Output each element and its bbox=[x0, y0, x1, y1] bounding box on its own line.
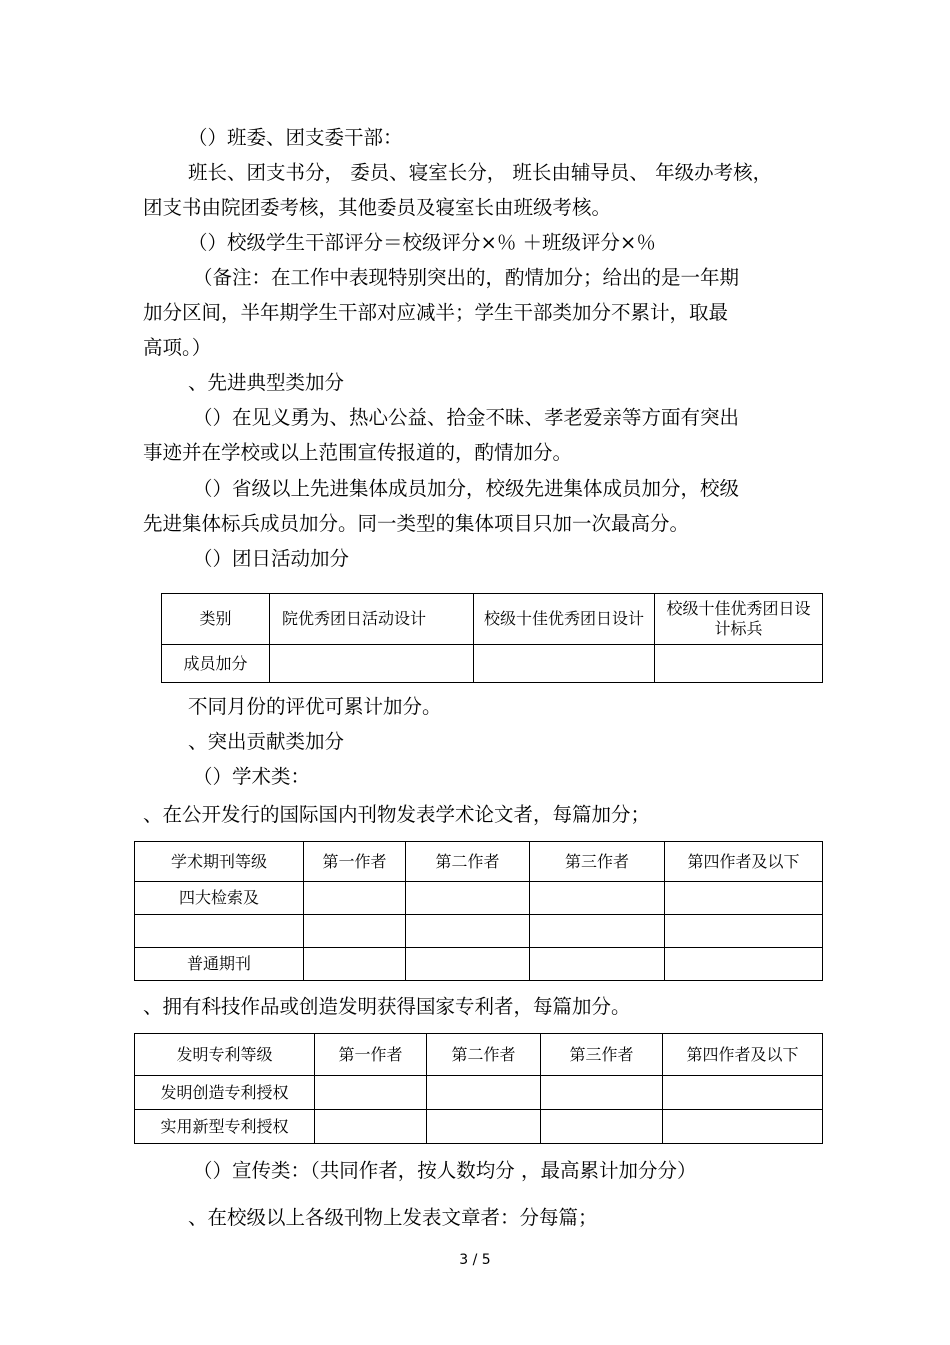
data-cell bbox=[530, 948, 665, 981]
data-cell bbox=[663, 1110, 823, 1144]
row-label-cell: 成员加分 bbox=[162, 645, 270, 683]
header-cell: 第四作者及以下 bbox=[663, 1034, 823, 1076]
p11: （）省级以上先进集体成员加分，校级先进集体成员加分，校级 bbox=[193, 477, 740, 500]
p4: （）校级学生干部评分＝校级评分×％ ＋班级评分×％ bbox=[188, 231, 656, 254]
data-cell bbox=[406, 882, 530, 915]
data-cell bbox=[530, 882, 665, 915]
data-cell bbox=[655, 645, 823, 683]
data-cell bbox=[406, 948, 530, 981]
data-cell bbox=[315, 1110, 427, 1144]
p19: （）宣传类：（共同作者，按人数均分 ，最高累计加分分） bbox=[193, 1159, 697, 1182]
header-cell: 第二作者 bbox=[427, 1034, 541, 1076]
xueshu-table bbox=[134, 841, 823, 981]
row-label-cell: 发明创造专利授权 bbox=[135, 1076, 315, 1110]
header-cell: 第一作者 bbox=[304, 842, 406, 882]
data-cell bbox=[304, 882, 406, 915]
tuanri-table bbox=[161, 593, 823, 683]
table-row bbox=[135, 1110, 823, 1144]
p8: 、先进典型类加分 bbox=[188, 371, 345, 394]
table-row bbox=[135, 882, 823, 915]
row-label-cell: 普通期刊 bbox=[135, 948, 304, 981]
header-cell: 第三作者 bbox=[541, 1034, 663, 1076]
table-row bbox=[135, 915, 823, 948]
p16: （）学术类： bbox=[193, 765, 311, 788]
tuanri-header-row bbox=[162, 594, 823, 645]
table-row bbox=[135, 948, 823, 981]
data-cell bbox=[665, 882, 823, 915]
p1: （）班委、团支委干部： bbox=[188, 126, 403, 149]
header-cell: 校级十佳优秀团日设计 bbox=[474, 594, 655, 645]
data-cell bbox=[530, 915, 665, 948]
header-cell: 校级十佳优秀团日设计标兵 bbox=[655, 594, 823, 645]
row-label-cell bbox=[135, 915, 304, 948]
data-cell bbox=[427, 1110, 541, 1144]
header-cell: 第一作者 bbox=[315, 1034, 427, 1076]
p7: 高项。） bbox=[143, 336, 212, 359]
page-number: 3 / 5 bbox=[459, 1252, 491, 1268]
zhuanli-header-row bbox=[135, 1034, 823, 1076]
data-cell bbox=[315, 1076, 427, 1110]
data-cell bbox=[541, 1076, 663, 1110]
data-cell bbox=[663, 1076, 823, 1110]
p14: 不同月份的评优可累计加分。 bbox=[188, 695, 442, 718]
header-cell: 院优秀团日活动设计 bbox=[270, 594, 474, 645]
p17: 、在公开发行的国际国内刊物发表学术论文者，每篇加分； bbox=[143, 803, 651, 826]
p18: 、拥有科技作品或创造发明获得国家专利者，每篇加分。 bbox=[143, 995, 631, 1018]
p10: 事迹并在学校或以上范围宣传报道的，酌情加分。 bbox=[143, 441, 573, 464]
p3: 团支书由院团委考核，其他委员及寝室长由班级考核。 bbox=[143, 196, 612, 219]
p13: （）团日活动加分 bbox=[193, 547, 350, 570]
p2: 班长、团支书分， 委员、寝室长分， 班长由辅导员、 年级办考核， bbox=[188, 161, 773, 184]
row-label-cell: 四大检索及 bbox=[135, 882, 304, 915]
data-cell bbox=[427, 1076, 541, 1110]
data-cell bbox=[304, 915, 406, 948]
header-cell: 第二作者 bbox=[406, 842, 530, 882]
p20: 、在校级以上各级刊物上发表文章者：分每篇； bbox=[188, 1206, 598, 1229]
data-cell bbox=[474, 645, 655, 683]
xueshu-header-row bbox=[135, 842, 823, 882]
data-cell bbox=[665, 915, 823, 948]
data-cell bbox=[665, 948, 823, 981]
p9: （）在见义勇为、热心公益、拾金不昧、孝老爱亲等方面有突出 bbox=[193, 406, 740, 429]
data-cell bbox=[270, 645, 474, 683]
data-cell bbox=[541, 1110, 663, 1144]
p15: 、突出贡献类加分 bbox=[188, 730, 345, 753]
table-row bbox=[162, 645, 823, 683]
header-cell: 学术期刊等级 bbox=[135, 842, 304, 882]
p5: （备注：在工作中表现特别突出的，酌情加分；给出的是一年期 bbox=[193, 266, 740, 289]
table-row bbox=[135, 1076, 823, 1110]
data-cell bbox=[304, 948, 406, 981]
row-label-cell: 实用新型专利授权 bbox=[135, 1110, 315, 1144]
header-cell: 第四作者及以下 bbox=[665, 842, 823, 882]
p12: 先进集体标兵成员加分。同一类型的集体项目只加一次最高分。 bbox=[143, 512, 690, 535]
header-cell: 第三作者 bbox=[530, 842, 665, 882]
header-cell: 类别 bbox=[162, 594, 270, 645]
zhuanli-table bbox=[134, 1033, 823, 1144]
data-cell bbox=[406, 915, 530, 948]
p6: 加分区间，半年期学生干部对应减半；学生干部类加分不累计，取最 bbox=[143, 301, 729, 324]
header-cell: 发明专利等级 bbox=[135, 1034, 315, 1076]
